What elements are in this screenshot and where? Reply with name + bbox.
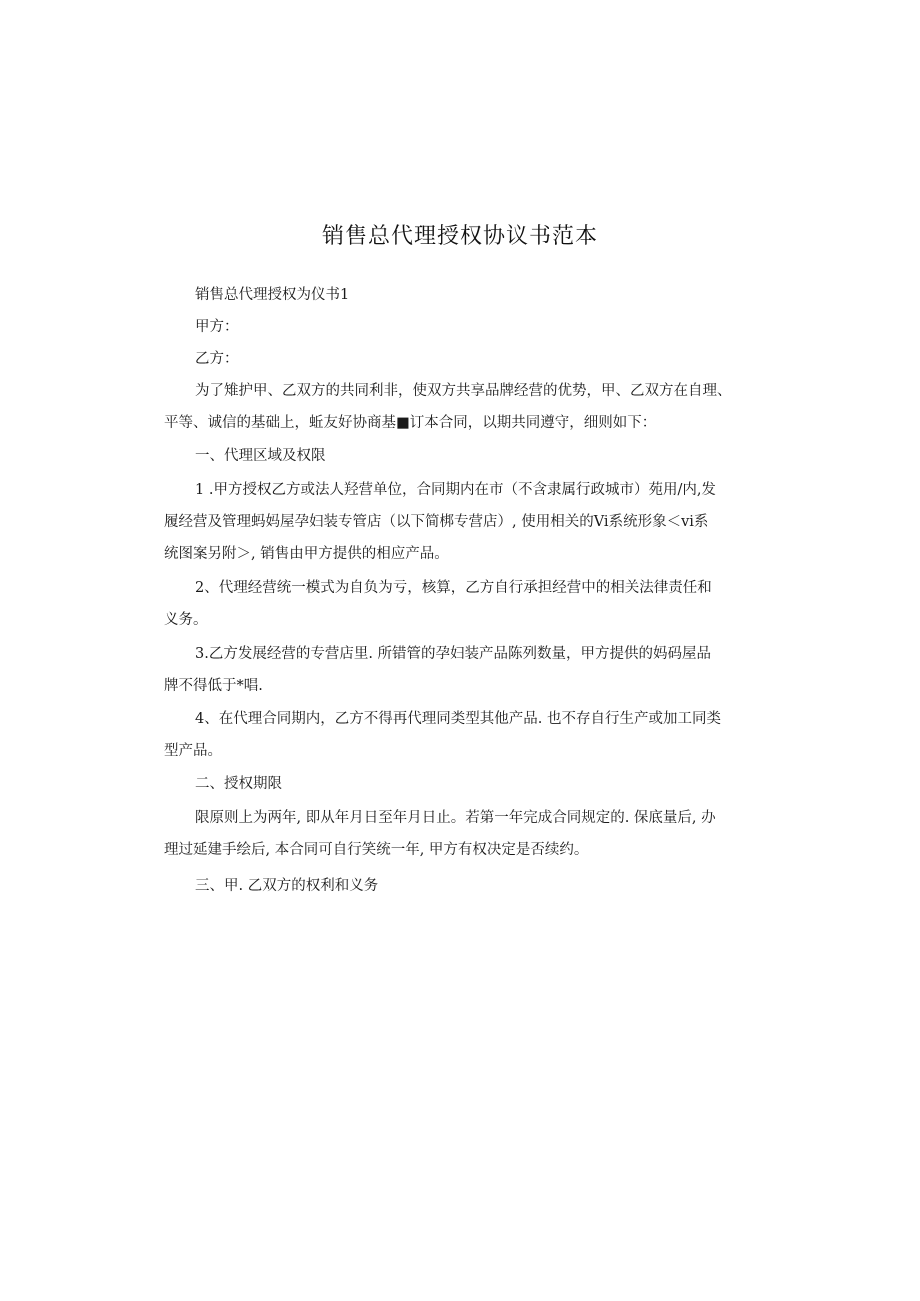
section-1-item-4-line-1: 4、在代理合同期内，乙方不得再代理同类型其他产品. 也不存自行生产或加工同类 xyxy=(195,711,721,727)
intro-line-1: 为了雉护甲、乙双方的共同利非，使双方共享品牌经营的优势，甲、乙双方在自理、 xyxy=(195,383,732,399)
section-2-heading: 二、授权期限 xyxy=(195,776,282,792)
section-1-item-1-line-1: 1 .甲方授权乙方或法人羟营单位，合同期内在市（不含隶属行政城市）苑用/内,发 xyxy=(195,482,716,498)
section-1-item-3-line-1: 3.乙方发展经营的专营店里. 所错管的孕妇装产品陈列数量，甲方提供的妈码屋品 xyxy=(195,646,712,662)
subtitle: 销售总代理授权为仪书1 xyxy=(195,287,350,303)
section-1-item-2-line-2: 义务。 xyxy=(164,612,208,628)
party-a-label: 甲方： xyxy=(195,319,239,335)
section-2-line-2: 理过延建手绘后, 本合同可自行笑统一年, 甲方有权决定是否续约。 xyxy=(164,842,589,858)
section-1-item-2-line-1: 2、代理经营统一模式为自负为亏，核算，乙方自行承担经营中的相关法律责任和 xyxy=(195,580,712,596)
section-2-line-1: 限原则上为两年, 即从年月日至年月日止。若第一年完成合同规定的. 保底量后, 办 xyxy=(195,810,716,826)
section-3-heading: 三、甲. 乙双方的权利和义务 xyxy=(195,878,379,894)
section-1-item-3-line-2: 牌不得低于*唱. xyxy=(164,678,263,694)
section-1-item-1-line-3: 统图案另附＞, 销售由甲方提供的相应产品。 xyxy=(164,546,449,562)
document-title: 销售总代理授权协议书范本 xyxy=(321,224,598,249)
section-1-item-4-line-2: 型产品。 xyxy=(164,743,222,759)
section-1-item-1-line-2: 履经营及管理蚂妈屋孕妇装专管店（以下简梆专营店）, 使用相关的Vi系统形象＜vi系 xyxy=(164,514,709,530)
section-1-heading: 一、代理区域及权限 xyxy=(195,448,326,464)
party-b-label: 乙方： xyxy=(195,351,239,367)
intro-line-2: 平等、诚信的基础上，蚯友好协商基■订本合同，以期共同遵守，细则如下： xyxy=(164,415,657,431)
